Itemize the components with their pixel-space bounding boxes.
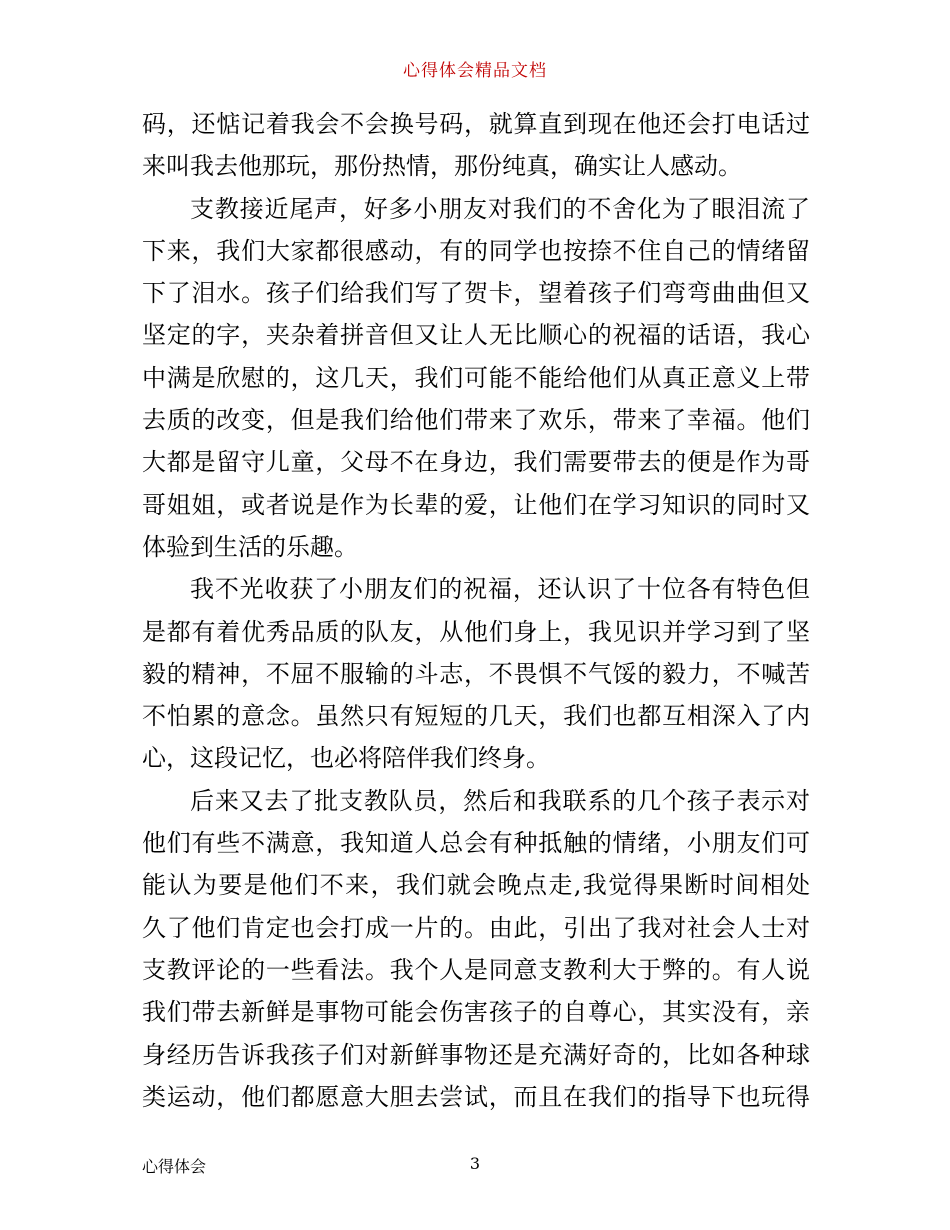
text-line: 体验到生活的乐趣。	[142, 532, 358, 561]
text-line: 来叫我去他那玩，那份热情，那份纯真，确实让人感动。	[142, 152, 742, 181]
text-line: 毅的精神，不屈不服输的斗志，不畏惧不气馁的毅力，不喊苦	[142, 659, 810, 688]
footer-label: 心得体会	[142, 1157, 207, 1176]
text-line: 坚定的字，夹杂着拼音但又让人无比顺心的祝福的话语，我心	[142, 321, 810, 350]
text-line: 能认为要是他们不来，我们就会晚点走,我觉得果断时间相处	[142, 871, 810, 900]
text-line: 久了他们肯定也会打成一片的。由此，引出了我对社会人士对	[142, 913, 810, 942]
page-number: 3	[469, 1154, 481, 1173]
text-line: 是都有着优秀品质的队友，从他们身上，我见识并学习到了坚	[142, 617, 810, 646]
document-body	[142, 103, 810, 1118]
text-line: 他们有些不满意，我知道人总会有种抵触的情绪，小朋友们可	[142, 829, 810, 858]
text-line: 码，还惦记着我会不会换号码，就算直到现在他还会打电话过	[142, 110, 810, 138]
text-line: 下来，我们大家都很感动，有的同学也按捺不住自己的情绪留	[142, 236, 810, 265]
text-line: 不怕累的意念。虽然只有短短的几天，我们也都互相深入了内	[142, 702, 810, 731]
text-line: 心，这段记忆，也必将陪伴我们终身。	[142, 744, 550, 773]
text-line: 去质的改变，但是我们给他们带来了欢乐，带来了幸福。他们	[142, 406, 810, 435]
page-header-title: 心得体会精品文档	[403, 61, 547, 81]
text-line: 我们带去新鲜是事物可能会伤害孩子的自尊心，其实没有，亲	[142, 998, 810, 1027]
text-line: 类运动，他们都愿意大胆去尝试，而且在我们的指导下也玩得	[142, 1082, 810, 1111]
text-line: 中满是欣慰的，这几天，我们可能不能给他们从真正意义上带	[142, 363, 810, 392]
text-line: 后来又去了批支教队员，然后和我联系的几个孩子表示对	[190, 786, 810, 815]
text-line: 身经历告诉我孩子们对新鲜事物还是充满好奇的，比如各种球	[142, 1040, 810, 1069]
text-line: 支教接近尾声，好多小朋友对我们的不舍化为了眼泪流了	[190, 194, 810, 223]
text-line: 哥姐姐，或者说是作为长辈的爱，让他们在学习知识的同时又	[142, 490, 810, 519]
text-line: 大都是留守儿童，父母不在身边，我们需要带去的便是作为哥	[142, 448, 810, 477]
text-line: 我不光收获了小朋友们的祝福，还认识了十位各有特色但	[190, 575, 810, 604]
text-line: 下了泪水。孩子们给我们写了贺卡，望着孩子们弯弯曲曲但又	[142, 279, 810, 308]
text-line: 支教评论的一些看法。我个人是同意支教利大于弊的。有人说	[142, 955, 810, 984]
